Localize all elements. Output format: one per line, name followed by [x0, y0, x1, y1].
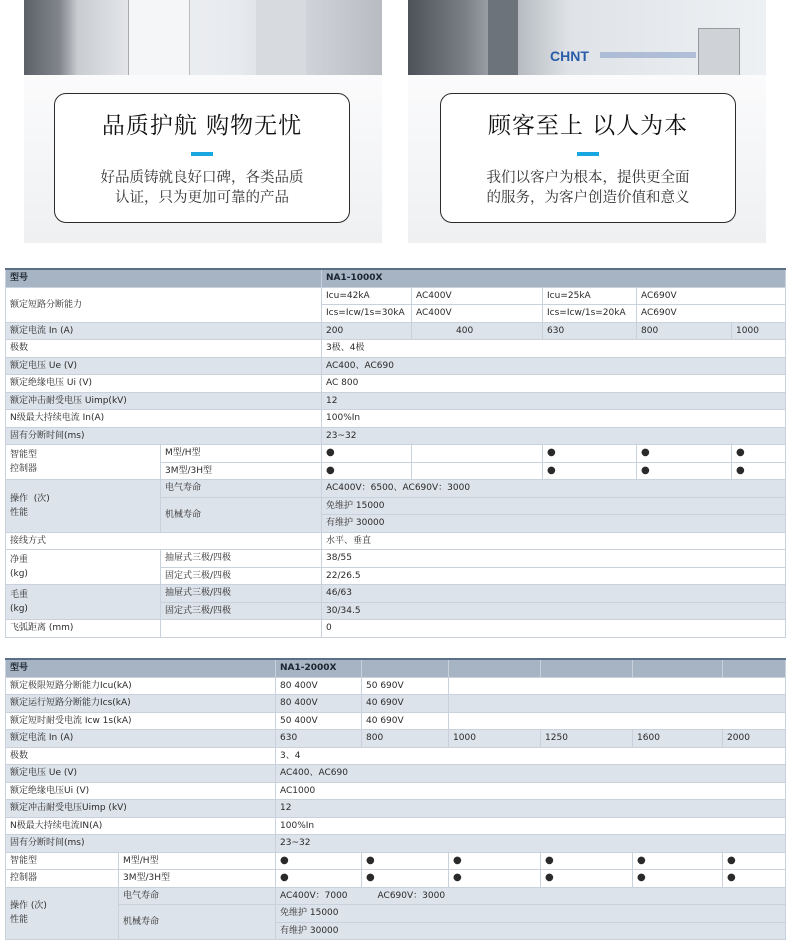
dot-cell: ● [449, 852, 541, 870]
cell: 100%In [322, 410, 786, 428]
row-label: 飞弧距离 (mm) [6, 620, 161, 638]
row-label: 固有分断时间(ms) [6, 427, 322, 445]
row-label: 控制器 [6, 870, 119, 888]
cell: AC400、AC690 [322, 357, 786, 375]
table-row [6, 410, 786, 428]
card-title: 顾客至上 以人为本 [487, 113, 689, 139]
card-text-line: 我们以客户为根本，提供更全面 [486, 170, 690, 186]
cell: 50 400V [276, 712, 362, 730]
card-text-line: 好品质铸就良好口碑，各类品质 [100, 170, 304, 186]
row-label: 额定电压 Ue (V) [6, 357, 322, 375]
header-label: 型号 [6, 269, 322, 287]
dot-cell: ● [633, 870, 723, 888]
row-label: 操作 (次) 性能 [6, 480, 161, 533]
row-label: 额定绝缘电压Ui (V) [6, 782, 276, 800]
cell: 80 400V [276, 677, 362, 695]
dot-cell [412, 462, 543, 480]
cell: 水平、垂直 [322, 532, 786, 550]
row-label: 额定极限短路分断能力Icu(kA) [6, 677, 276, 695]
table-row [6, 782, 786, 800]
cell: AC400V [412, 287, 543, 305]
table-row [6, 620, 786, 638]
promo-banner [0, 0, 790, 262]
cell: AC400V：6500、AC690V：3000 [322, 480, 786, 498]
row-label: 额定电压 Ue (V) [6, 765, 276, 783]
header-model: NA1-2000X [276, 659, 362, 677]
dot-cell: ● [322, 445, 412, 463]
table-row [6, 852, 786, 870]
cell: AC400V：7000 AC690V：3000 [276, 887, 786, 905]
cell: Icu=42kA [322, 287, 412, 305]
table-row [6, 695, 786, 713]
sub-label: 固定式三极/四极 [161, 602, 322, 620]
row-label: 固有分断时间(ms) [6, 835, 276, 853]
dot-cell: ● [723, 852, 786, 870]
cell: 3、4 [276, 747, 786, 765]
table-row [6, 445, 786, 463]
table-row [6, 340, 786, 358]
row-label: N极最大持续电流IN(A) [6, 817, 276, 835]
cell: Ics=Icw/1s=20kA [543, 305, 637, 323]
dot-cell: ● [543, 445, 637, 463]
dot-cell: ● [732, 445, 786, 463]
cell: 1000 [732, 322, 786, 340]
dot-cell: ● [322, 462, 412, 480]
sub-label: 电气寿命 [119, 887, 276, 905]
table-row [6, 375, 786, 393]
cell: 免维护 15000 [322, 497, 786, 515]
row-label: 操作 (次) 性能 [6, 887, 119, 940]
service-card [440, 93, 736, 223]
dot-cell: ● [276, 870, 362, 888]
dot-cell: ● [633, 852, 723, 870]
spec-table-na1-2000x [5, 658, 786, 940]
cell: 40 690V [362, 695, 449, 713]
cell: AC400、AC690 [276, 765, 786, 783]
spec-table-na1-1000x [5, 268, 786, 638]
dot-cell: ● [541, 870, 633, 888]
chnt-logo: CHNT [550, 48, 589, 64]
cell: 38/55 [322, 550, 786, 568]
cell: 2000 [723, 730, 786, 748]
cell: Ics=Icw/1s=30kA [322, 305, 412, 323]
cell: AC400V [412, 305, 543, 323]
table-row [6, 887, 786, 905]
cell: AC690V [637, 287, 786, 305]
cell: 有维护 30000 [322, 515, 786, 533]
table-row [6, 870, 786, 888]
cell: 80 400V [276, 695, 362, 713]
row-label: 毛重 (kg) [6, 585, 161, 620]
card-text-line: 认证，只为更加可靠的产品 [115, 190, 289, 206]
cell: 23~32 [276, 835, 786, 853]
table-header-row [6, 269, 786, 287]
dot-cell: ● [543, 462, 637, 480]
cell: 22/26.5 [322, 567, 786, 585]
cell: 46/63 [322, 585, 786, 603]
dot-cell: ● [449, 870, 541, 888]
row-label: 额定冲击耐受电压 Uimp(kV) [6, 392, 322, 410]
dot-cell [412, 445, 543, 463]
product-photo-left [24, 0, 382, 75]
table-row [6, 392, 786, 410]
dot-cell: ● [637, 462, 732, 480]
row-label: 额定短路分断能力 [6, 287, 322, 322]
sub-label: 3M型/3H型 [161, 462, 322, 480]
table-header-row [6, 659, 786, 677]
cell: 50 690V [362, 677, 449, 695]
table-row [6, 730, 786, 748]
cell: AC690V [637, 305, 786, 323]
row-label: 接线方式 [6, 532, 322, 550]
cell: 100%In [276, 817, 786, 835]
dot-cell: ● [362, 852, 449, 870]
table-row [6, 532, 786, 550]
table-row [6, 287, 786, 305]
table-row [6, 817, 786, 835]
row-label: 净重 (kg) [6, 550, 161, 585]
card-title: 品质护航 购物无忧 [101, 113, 303, 139]
row-label: 智能型 控制器 [6, 445, 161, 480]
cell: 800 [637, 322, 732, 340]
cell: Icu=25kA [543, 287, 637, 305]
sub-label: 机械寿命 [119, 905, 276, 940]
sub-label: M型/H型 [119, 852, 276, 870]
table-row [6, 357, 786, 375]
row-label: N级最大持续电流 In(A) [6, 410, 322, 428]
sub-label: 电气寿命 [161, 480, 322, 498]
cell: 630 [543, 322, 637, 340]
card-text-line: 的服务，为客户创造价值和意义 [486, 190, 690, 206]
header-label: 型号 [6, 659, 276, 677]
dot-cell: ● [732, 462, 786, 480]
row-label: 额定电流 In (A) [6, 322, 322, 340]
quality-card [54, 93, 350, 223]
cell: AC 800 [322, 375, 786, 393]
cell: 3极、4极 [322, 340, 786, 358]
sub-label: M型/H型 [161, 445, 322, 463]
table-row [6, 747, 786, 765]
row-label: 额定运行短路分断能力Ics(kA) [6, 695, 276, 713]
cell: 12 [276, 800, 786, 818]
table-row [6, 712, 786, 730]
sub-label: 抽屉式三极/四极 [161, 550, 322, 568]
dot-cell: ● [637, 445, 732, 463]
table-row [6, 905, 786, 923]
dot-cell: ● [362, 870, 449, 888]
table-row [6, 480, 786, 498]
sub-label: 3M型/3H型 [119, 870, 276, 888]
cell: 400 [412, 322, 543, 340]
cell: 800 [362, 730, 449, 748]
cell: 1600 [633, 730, 723, 748]
row-label: 额定短时耐受电流 Icw 1s(kA) [6, 712, 276, 730]
sub-label: 机械寿命 [161, 497, 322, 532]
dot-cell: ● [541, 852, 633, 870]
logo-stripe [600, 52, 696, 58]
cell: 有维护 30000 [276, 922, 786, 940]
row-label: 极数 [6, 747, 276, 765]
row-label: 智能型 [6, 852, 119, 870]
dot-cell: ● [276, 852, 362, 870]
table-row [6, 427, 786, 445]
table-row [6, 835, 786, 853]
table-row [6, 585, 786, 603]
table-row [6, 677, 786, 695]
cell: 630 [276, 730, 362, 748]
accent-rule [577, 152, 599, 156]
cell: AC1000 [276, 782, 786, 800]
header-model: NA1-1000X [322, 269, 786, 287]
table-row [6, 550, 786, 568]
cell: 1000 [449, 730, 541, 748]
row-label: 额定电流 In (A) [6, 730, 276, 748]
accent-rule [191, 152, 213, 156]
row-label: 额定绝缘电压 Ui (V) [6, 375, 322, 393]
cell: 12 [322, 392, 786, 410]
cell: 0 [322, 620, 786, 638]
row-label: 极数 [6, 340, 322, 358]
sub-label: 固定式三极/四极 [161, 567, 322, 585]
cell: 200 [322, 322, 412, 340]
table-row [6, 765, 786, 783]
cell: 40 690V [362, 712, 449, 730]
cell: 23~32 [322, 427, 786, 445]
cell: 30/34.5 [322, 602, 786, 620]
cell: 1250 [541, 730, 633, 748]
table-row [6, 322, 786, 340]
table-row [6, 800, 786, 818]
sub-label: 抽屉式三极/四极 [161, 585, 322, 603]
dot-cell: ● [723, 870, 786, 888]
row-label: 额定冲击耐受电压Uimp (kV) [6, 800, 276, 818]
cell: 免维护 15000 [276, 905, 786, 923]
